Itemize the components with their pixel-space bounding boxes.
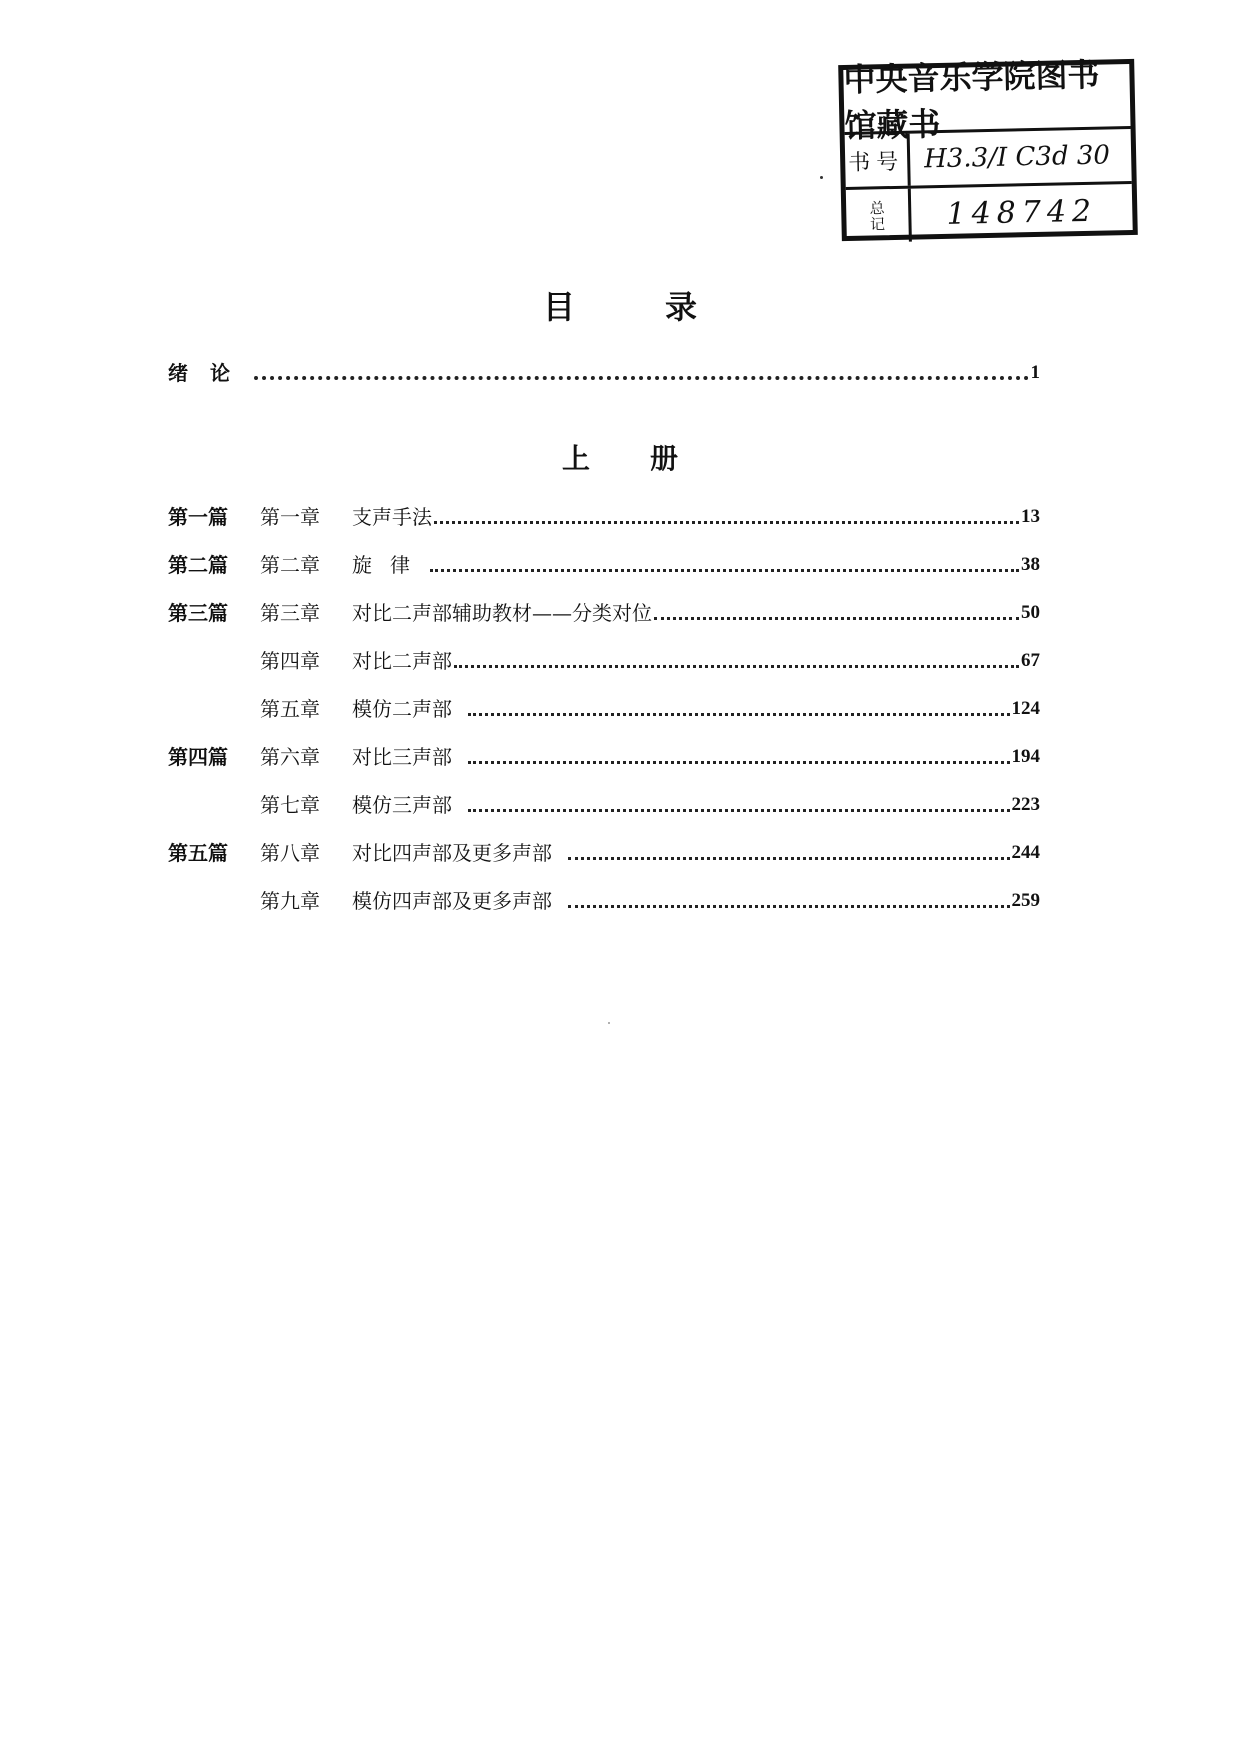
toc-entry-name: 绪论 (168, 361, 252, 385)
leader-dots (468, 713, 1010, 716)
leader-dots (434, 521, 1019, 524)
toc-entry-name: 模仿四声部及更多声部 (352, 889, 552, 913)
toc-chapter: 第一章 (260, 505, 320, 529)
toc-chapter: 第七章 (260, 793, 320, 817)
toc-entry[interactable] (168, 740, 1040, 770)
toc-entry-name: 对比二声部辅助教材——分类对位 (352, 601, 652, 625)
toc-entry[interactable] (168, 548, 1040, 578)
volume-heading: 上册 (561, 442, 738, 475)
toc-entry-page: 67 (1021, 650, 1040, 671)
toc-entry[interactable] (168, 884, 1040, 914)
toc-entry-introduction[interactable] (168, 356, 1040, 386)
toc-entry-name: 支声手法 (352, 505, 432, 529)
leader-dots (254, 376, 1029, 380)
toc-entry-page: 50 (1021, 602, 1040, 623)
toc-chapter: 第五章 (260, 697, 320, 721)
toc-entry-name: 旋律 (352, 553, 428, 577)
scan-speck (608, 1022, 610, 1024)
leader-dots (568, 905, 1010, 908)
toc-entry[interactable] (168, 596, 1040, 626)
toc-part: 第二篇 (168, 553, 228, 577)
toc-part: 第一篇 (168, 505, 228, 529)
toc-part: 第五篇 (168, 841, 228, 865)
toc-part: 第四篇 (168, 745, 228, 769)
toc-chapter: 第九章 (260, 889, 320, 913)
stamp-accession-row (846, 184, 1133, 243)
toc-entry-name: 对比三声部 (352, 745, 452, 769)
toc-entry-page: 259 (1011, 890, 1040, 911)
stamp-call-number: H3.3/I C3d 30 (923, 140, 1111, 175)
toc-entry-name: 对比四声部及更多声部 (352, 841, 552, 865)
leader-dots (468, 809, 1010, 812)
stamp-accession-label-char: 总 (869, 198, 885, 217)
toc-chapter: 第六章 (260, 745, 320, 769)
toc-entry-page: 194 (1011, 746, 1040, 767)
scan-speck (820, 176, 823, 179)
stamp-accession-number: 148742 (946, 193, 1098, 232)
toc-entry-page: 13 (1021, 506, 1040, 527)
toc-chapter: 第二章 (260, 553, 320, 577)
leader-dots (568, 857, 1010, 860)
stamp-call-number-row (845, 129, 1132, 190)
leader-dots (468, 761, 1010, 764)
toc-entry-page: 223 (1011, 794, 1040, 815)
toc-entry[interactable] (168, 788, 1040, 818)
toc-entry-page: 124 (1011, 698, 1040, 719)
toc-entry-name: 模仿三声部 (352, 793, 452, 817)
toc-entry[interactable] (168, 692, 1040, 722)
library-stamp (838, 55, 1138, 241)
leader-dots (654, 617, 1019, 620)
toc-entry-name: 模仿二声部 (352, 697, 452, 721)
toc-entry-page: 244 (1011, 842, 1040, 863)
toc-entry[interactable] (168, 836, 1040, 866)
toc-entry-page: 38 (1021, 554, 1040, 575)
toc-entry[interactable] (168, 644, 1040, 674)
stamp-library-name: 中央音乐学院图书馆藏书 (843, 64, 1130, 135)
toc-chapter: 第三章 (260, 601, 320, 625)
toc-part: 第三篇 (168, 601, 228, 625)
stamp-call-number-label: 书号 (845, 134, 911, 187)
toc-entry-name: 对比二声部 (352, 649, 452, 673)
stamp-accession-label (846, 189, 912, 243)
page-title: 目录 (542, 288, 787, 326)
stamp-accession-label-char: 记 (869, 214, 886, 233)
toc-chapter: 第八章 (260, 841, 320, 865)
toc-entry-page: 1 (1030, 362, 1040, 383)
leader-dots (430, 569, 1019, 572)
toc-entry[interactable] (168, 500, 1040, 530)
leader-dots (454, 665, 1019, 668)
toc-chapter: 第四章 (260, 649, 320, 673)
